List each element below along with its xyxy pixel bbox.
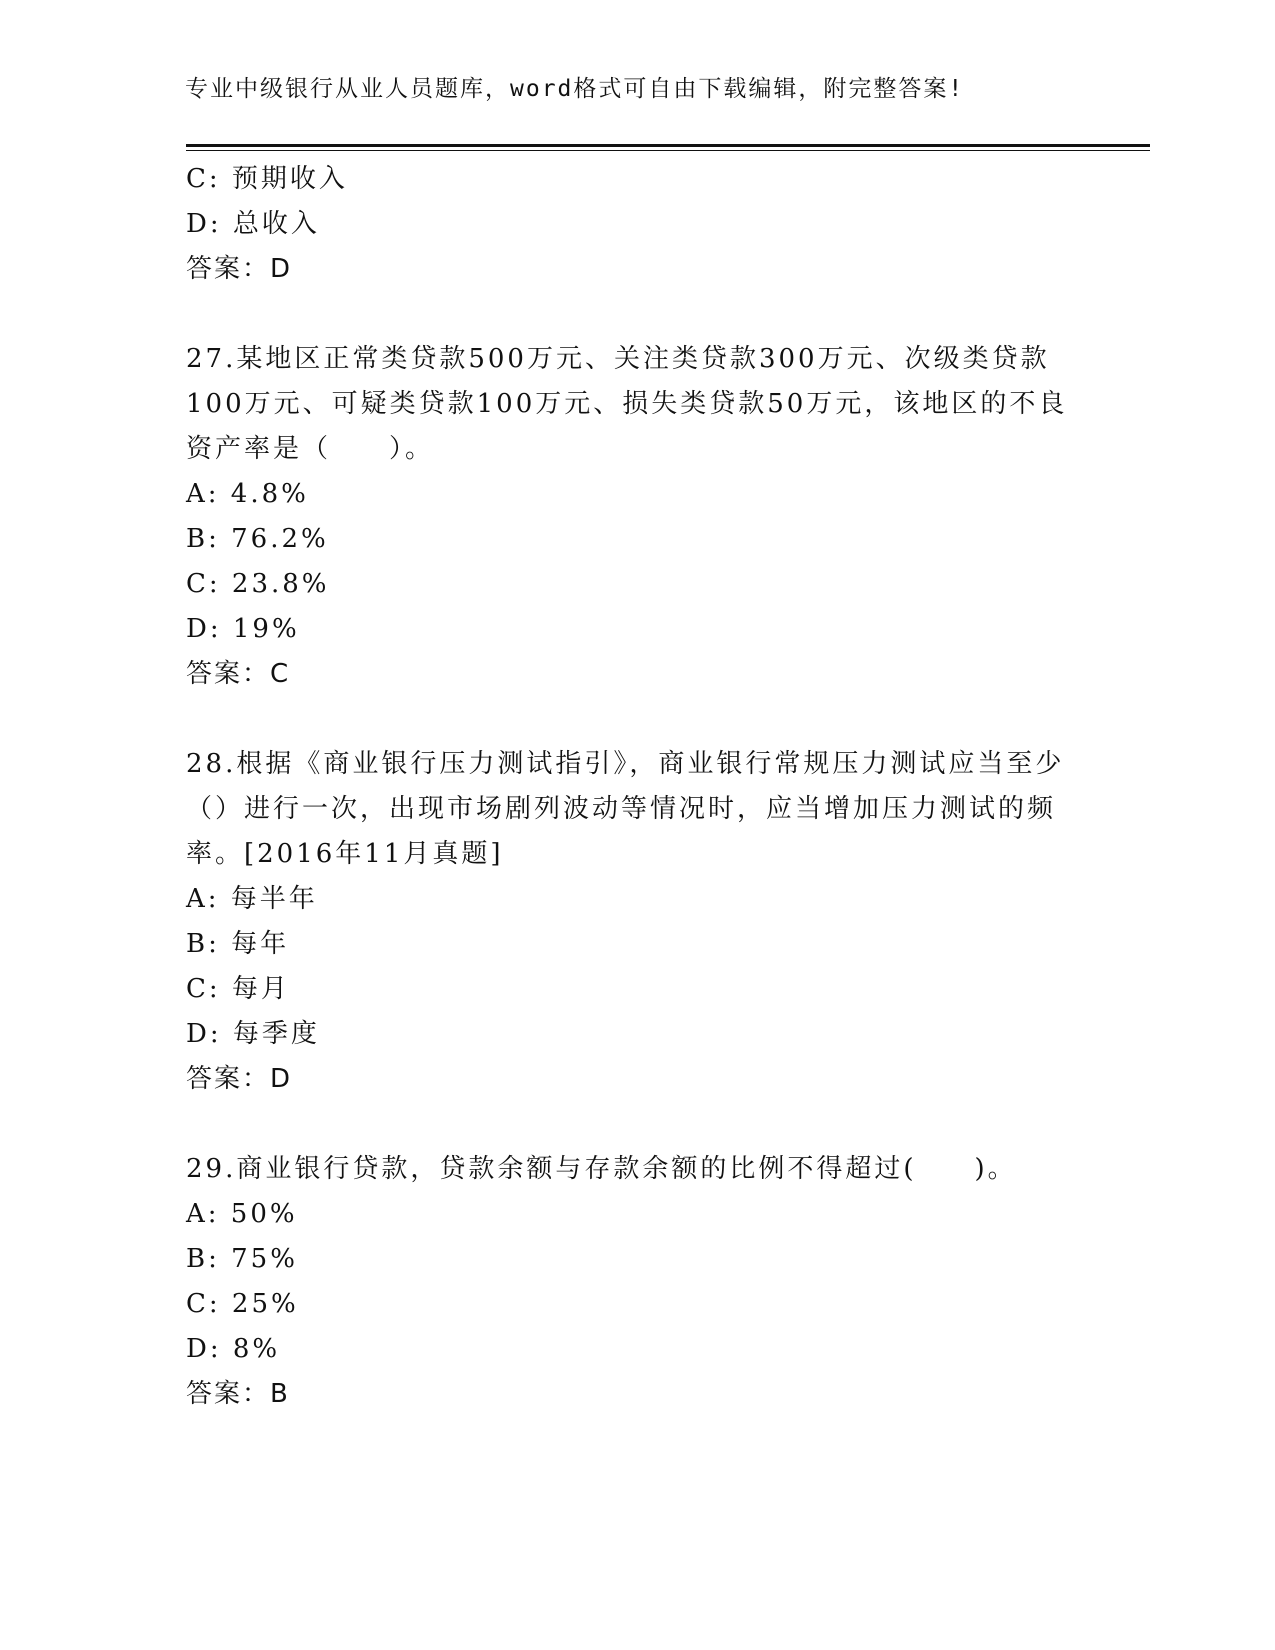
option-line: B: 76.2% <box>186 524 329 554</box>
option-line: D: 19% <box>186 614 300 644</box>
option-line: D: 总收入 <box>186 209 320 239</box>
option-line: C: 预期收入 <box>186 164 348 194</box>
option-line: B: 每年 <box>186 929 290 959</box>
question-stem-line: 28.根据《商业银行压力测试指引》，商业银行常规压力测试应当至少 <box>186 749 1065 779</box>
option-line: A: 每半年 <box>186 884 318 914</box>
document-body <box>186 157 1086 1417</box>
header-rule-thin <box>186 150 1150 151</box>
spacer <box>186 697 1086 742</box>
answer-line: 答案：D <box>186 1064 293 1094</box>
option-line: C: 25% <box>186 1289 299 1319</box>
spacer <box>186 1102 1086 1147</box>
answer-line: 答案：C <box>186 659 291 689</box>
spacer <box>186 292 1086 337</box>
question-block <box>186 1147 1086 1417</box>
option-line: C: 23.8% <box>186 569 330 599</box>
question-stem-line: 资产率是（ ）。 <box>186 434 435 464</box>
answer-line: 答案：B <box>186 1379 290 1409</box>
option-line: D: 8% <box>186 1334 281 1364</box>
question-stem-line: 27.某地区正常类贷款500万元、关注类贷款300万元、次级类贷款 <box>186 344 1050 374</box>
option-line: D: 每季度 <box>186 1019 320 1049</box>
question-stem-line: 100万元、可疑类贷款100万元、损失类贷款50万元，该地区的不良 <box>186 389 1068 419</box>
option-line: A: 50% <box>186 1199 298 1229</box>
question-stem-line: 率。[2016年11月真题] <box>186 839 504 869</box>
question-block <box>186 742 1086 1102</box>
header-rule-thick <box>186 144 1150 147</box>
option-line: A: 4.8% <box>186 479 309 509</box>
question-stem-line: 29.商业银行贷款，贷款余额与存款余额的比例不得超过( )。 <box>186 1154 1017 1184</box>
question-stem-line: （）进行一次，出现市场剧列波动等情况时，应当增加压力测试的频 <box>186 794 1057 824</box>
answer-line: 答案：D <box>186 254 293 284</box>
question-block <box>186 337 1086 697</box>
option-line: C: 每月 <box>186 974 290 1004</box>
page-header: 专业中级银行从业人员题库，word格式可自由下载编辑，附完整答案! <box>185 76 965 102</box>
option-line: B: 75% <box>186 1244 298 1274</box>
